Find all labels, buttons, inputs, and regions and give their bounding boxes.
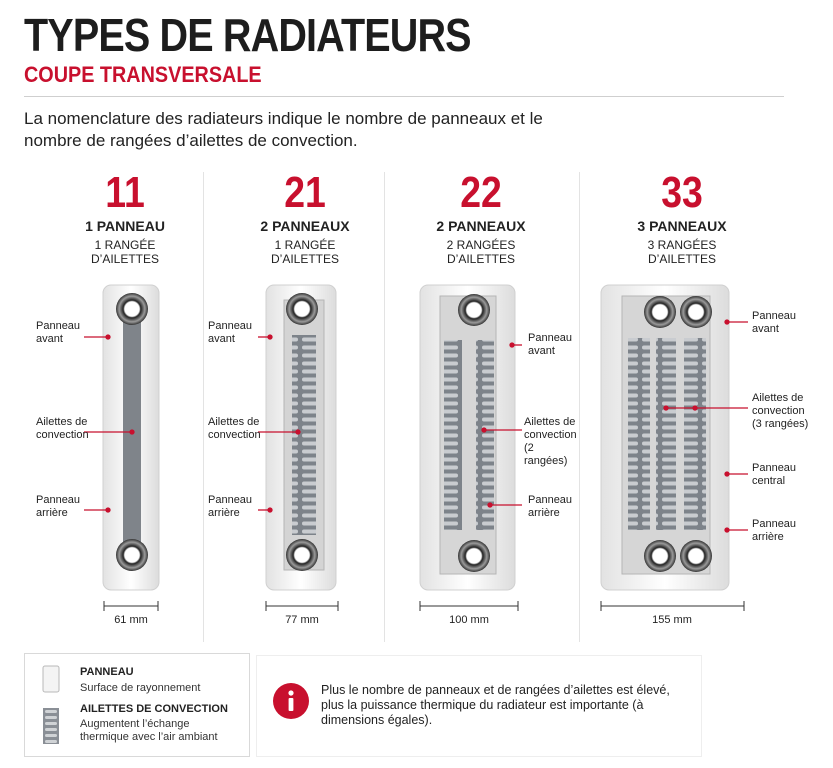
width-label: 61 mm	[114, 614, 148, 626]
label-convection-fins: Ailettes de convection (2 rangées)	[524, 416, 577, 467]
label-front-panel: Panneau avant	[36, 320, 81, 345]
fin-rows: 3 RANGÉES D’AILETTES	[647, 238, 717, 266]
radiator-33-diagram	[601, 285, 729, 590]
legend-fins-desc: Augmentent l’échange thermique avec l’air ambiant	[80, 718, 218, 743]
label-rear-panel: Panneau arrière	[752, 518, 797, 543]
label-rear-panel: Panneau arrière	[208, 494, 253, 519]
page-title: TYPES DE RADIATEURS	[24, 9, 471, 61]
panel-count: 3 PANNEAUX	[637, 218, 727, 234]
page-subtitle: COUPE TRANSVERSALE	[24, 62, 262, 87]
panel-count: 2 PANNEAUX	[260, 218, 350, 234]
type-code: 33	[661, 168, 703, 217]
fin-rows: 1 RANGÉE D’AILETTES	[90, 238, 159, 266]
legend-panel-title: PANNEAU	[80, 666, 134, 678]
width-label: 155 mm	[652, 614, 692, 626]
label-front-panel: Panneau avant	[528, 332, 573, 357]
intro-text: La nomenclature des radiateurs indique le nombre de panneaux et le nombre de rangées d’ailettes de convection.	[24, 109, 543, 150]
fin-rows: 2 RANGÉES D’AILETTES	[446, 238, 516, 266]
label-convection-fins: Ailettes de convection (3 rangées)	[752, 392, 809, 430]
radiator-21-diagram	[266, 285, 336, 590]
panel-count: 1 PANNEAU	[85, 218, 165, 234]
legend-panel-desc: Surface de rayonnement	[80, 682, 201, 694]
panel-count: 2 PANNEAUX	[436, 218, 526, 234]
info-icon	[273, 683, 309, 719]
legend-icons	[39, 662, 69, 752]
legend-box	[24, 653, 250, 757]
label-convection-fins: Ailettes de convection	[36, 416, 89, 441]
type-code: 22	[460, 168, 502, 217]
label-convection-fins: Ailettes de convection	[208, 416, 261, 441]
width-label: 100 mm	[449, 614, 489, 626]
label-rear-panel: Panneau arrière	[528, 494, 573, 519]
panel-icon	[43, 666, 59, 692]
label-front-panel: Panneau avant	[208, 320, 253, 345]
info-note	[256, 655, 702, 757]
label-central-panel: Panneau central	[752, 462, 797, 487]
radiator-11-diagram	[103, 285, 159, 590]
label-rear-panel: Panneau arrière	[36, 494, 81, 519]
label-front-panel: Panneau avant	[752, 310, 797, 335]
info-note-text: Plus le nombre de panneaux et de rangées d’ailettes est élevé, plus la puissance thermique du radiateur est importante (à dimensions égales).	[321, 683, 670, 727]
fin-rows: 1 RANGÉE D’AILETTES	[270, 238, 339, 266]
fins-icon	[43, 708, 59, 744]
legend-fins-title: AILETTES DE CONVECTION	[80, 703, 228, 715]
type-code: 21	[284, 168, 326, 217]
type-code: 11	[105, 168, 145, 217]
dimension-lines	[104, 601, 744, 611]
radiator-22-diagram	[420, 285, 515, 590]
width-label: 77 mm	[285, 614, 319, 626]
